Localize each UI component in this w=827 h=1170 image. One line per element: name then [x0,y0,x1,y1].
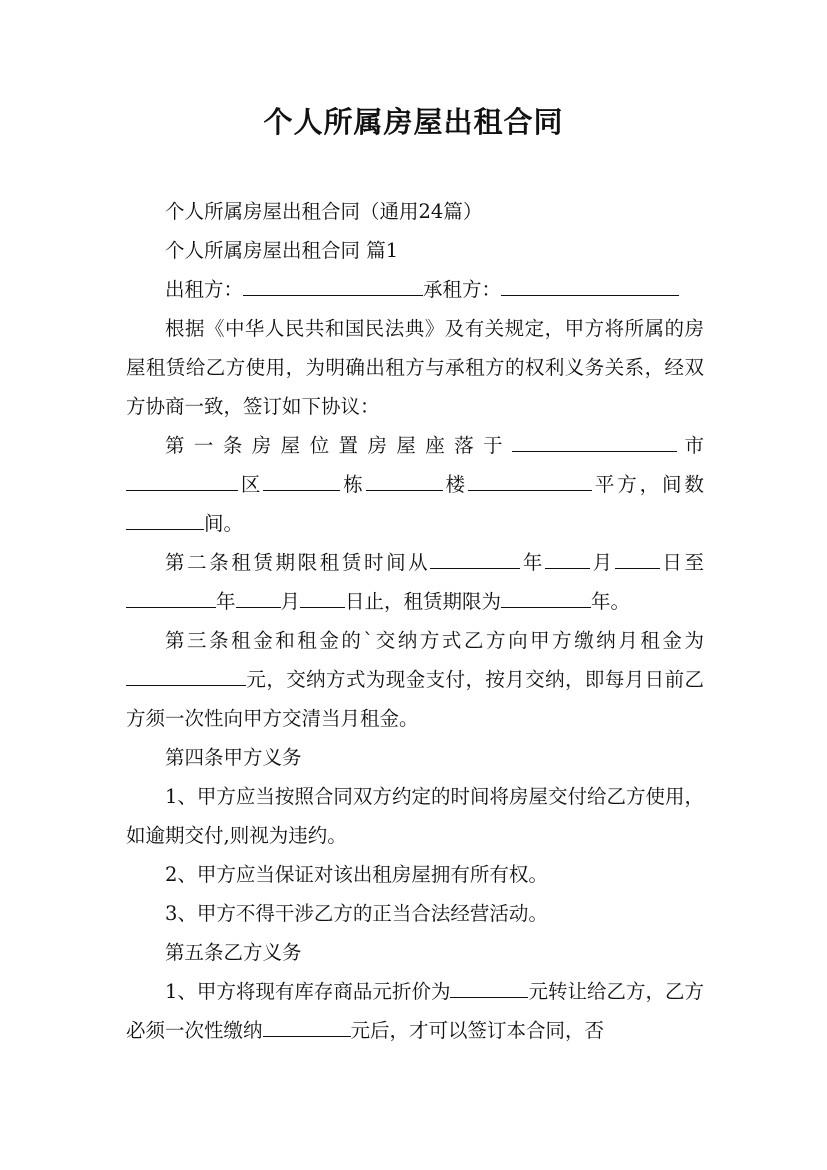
article-2-paragraph [126,543,704,582]
city-blank [512,431,677,452]
lessee-blank [501,275,679,296]
payment-blank [263,1016,351,1037]
lessor-label: 出租方： [165,278,244,301]
start-month-label: 月 [590,551,615,574]
article-4-item-3: 3、甲方不得干涉乙方的正当合法经营活动。 [165,902,548,925]
end-year-label: 年 [216,590,236,613]
article-5-heading: 第五条乙方义务 [165,941,302,964]
article-1-text: 第一条房屋位置房屋座落于 [165,434,513,457]
end-day-blank [300,587,345,608]
term-blank [501,587,591,608]
article-3-paragraph [126,621,704,738]
start-year-label: 年 [520,551,546,574]
article-1-paragraph [126,426,704,465]
preamble-paragraph: 根据《中华人民共和国民法典》及有关规定，甲方将所属的房屋租赁给乙方使用，为明确出租方与承租方的权利义务关系，经双方协商一致，签订如下协议： [126,317,704,418]
start-day-label: 日至 [659,551,704,574]
building-blank [263,470,340,491]
discount-blank [450,977,528,998]
article-2-continued [126,582,704,621]
document-body [126,192,704,1050]
subtitle-line: 个人所属房屋出租合同（通用24篇） [165,200,483,223]
article-3-rest: 元，交纳方式为现金支付，按月交纳，即每月日前乙方须一次性向甲方交清当月租金。 [126,668,704,730]
district-label: 区 [238,473,264,496]
document-title: 个人所属房屋出租合同 [263,105,564,139]
section-heading: 个人所属房屋出租合同 篇1 [165,239,399,262]
end-year-blank [126,587,216,608]
parties-line [126,270,704,309]
building-label: 栋 [340,473,366,496]
article-4-item-1: 1、甲方应当按照合同双方约定的时间将房屋交付给乙方使用，如逾期交付,则视为违约。 [126,785,704,847]
start-year-blank [430,548,520,569]
end-month-label: 月 [280,590,301,613]
lessee-label: 承租方： [423,278,502,301]
article-4-heading: 第四条甲方义务 [165,746,302,769]
term-label: 日止，租赁期限为 [345,590,502,613]
city-label: 市 [684,434,705,457]
term-unit: 年。 [591,590,631,613]
rooms-blank [126,509,204,530]
article-5-text-c: 元后，才可以签订本合同，否 [350,1019,605,1042]
area-label: 平方，间数 [591,473,704,496]
end-month-blank [236,587,281,608]
floor-blank [366,470,443,491]
lessor-blank [243,275,423,296]
rent-blank [126,665,246,686]
article-1-continued [126,465,704,504]
floor-label: 楼 [442,473,468,496]
article-5-text-b: 元转让给乙方，乙方必须一次性缴纳 [126,980,704,1042]
article-2-text: 第二条租赁期限租赁时间从 [165,551,431,574]
article-1-end [126,504,704,543]
start-month-blank [545,548,590,569]
district-blank [126,470,238,491]
article-5-item-1 [126,972,704,1050]
article-4-item-2: 2、甲方应当保证对该出租房屋拥有所有权。 [165,863,548,886]
start-day-blank [615,548,660,569]
area-blank [468,470,592,491]
article-5-text-a: 1、甲方将现有库存商品元折价为 [165,980,451,1003]
article-3-text: 第三条租金和租金的`交纳方式乙方向甲方缴纳月租金为 [165,629,704,652]
rooms-label: 间。 [204,512,244,535]
